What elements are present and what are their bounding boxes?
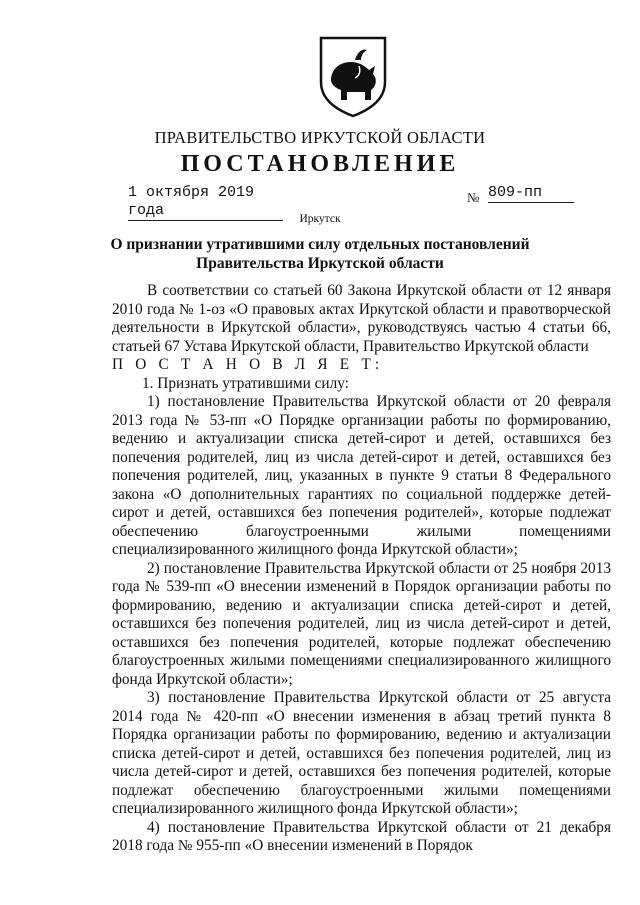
- document-date: 1 октября 2019 года: [128, 184, 283, 221]
- list-item-3: 3) постановление Правительства Иркутской области от 25 августа 2014 года № 420-пп «О внесении изменения в абзац третий пункта 8 Порядка организации работы по формированию, ведению и актуализации списка детей-сирот и детей, оставшихся без попечения родителей, лиц из числа детей-сирот и детей, оставшихся без попечения родителей, которые подлежат обеспечению благоустроенными жилыми помещениями специализированного жилищного фонда Иркутской области»;: [112, 689, 611, 817]
- irkutsk-coat-of-arms-icon: [317, 36, 389, 118]
- city-name: Иркутск: [299, 213, 341, 225]
- document-title: [0, 235, 640, 273]
- title-line-2: Правительства Иркутской области: [196, 255, 444, 272]
- list-item-4: 4) постановление Правительства Иркутской области от 21 декабря 2018 года № 955-пп «О внесении изменений в Порядок: [112, 818, 611, 854]
- list-item-2: 2) постановление Правительства Иркутской области от 25 ноября 2013 года № 539-пп «О внесении изменений в Порядок организации работы по формированию, ведению и актуализации списка детей-сирот и детей, оставшихся без попечения родителей, лиц из числа детей-сирот и детей, оставшихся без попечения родителей, которые подлежат обеспечению благоустроенных жилыми помещениями специализированного жилищного фонда Иркутской области»;: [112, 559, 611, 688]
- preamble-paragraph: В соответствии со статьей 60 Закона Иркутской области от 12 января 2010 года № 1-оз «О правовых актах Иркутской области и правотворческой деятельности в Иркутской области», руководствуясь частью 4 статьи 66, статьей 67 Устава Иркутской области, Правительство Иркутской области: [112, 282, 611, 355]
- government-name: ПРАВИТЕЛЬСТВО ИРКУТСКОЙ ОБЛАСТИ: [154, 128, 486, 147]
- decree-word: П О С Т А Н О В Л Я Е Т:: [112, 356, 384, 373]
- clause-1: 1. Признать утратившими силу:: [142, 374, 349, 392]
- list-item-1: 1) постановление Правительства Иркутской области от 20 февраля 2013 года № 53-пп «О Порядке организации работы по формированию, ведению и актуализации списка детей-сирот и детей, оставшихся без попечения родителей, лиц из числа детей-сирот и детей, оставшихся без попечения родителей, лиц, указанных в пункте 9 статьи 8 Федерального закона «О дополнительных гарантиях по социальной поддержке детей-сирот и детей, оставшихся без попечения родителей», которые подлежат обеспечению благоустроенными жилыми помещениями специализированного жилищного фонда Иркутской области»;: [112, 393, 611, 558]
- document-number: 809-пп: [488, 184, 574, 203]
- document-body: [112, 282, 611, 856]
- number-sign: №: [467, 190, 480, 205]
- document-type: ПОСТАНОВЛЕНИЕ: [180, 151, 460, 177]
- title-line-1: О признании утратившими силу отдельных постановлений: [110, 236, 530, 253]
